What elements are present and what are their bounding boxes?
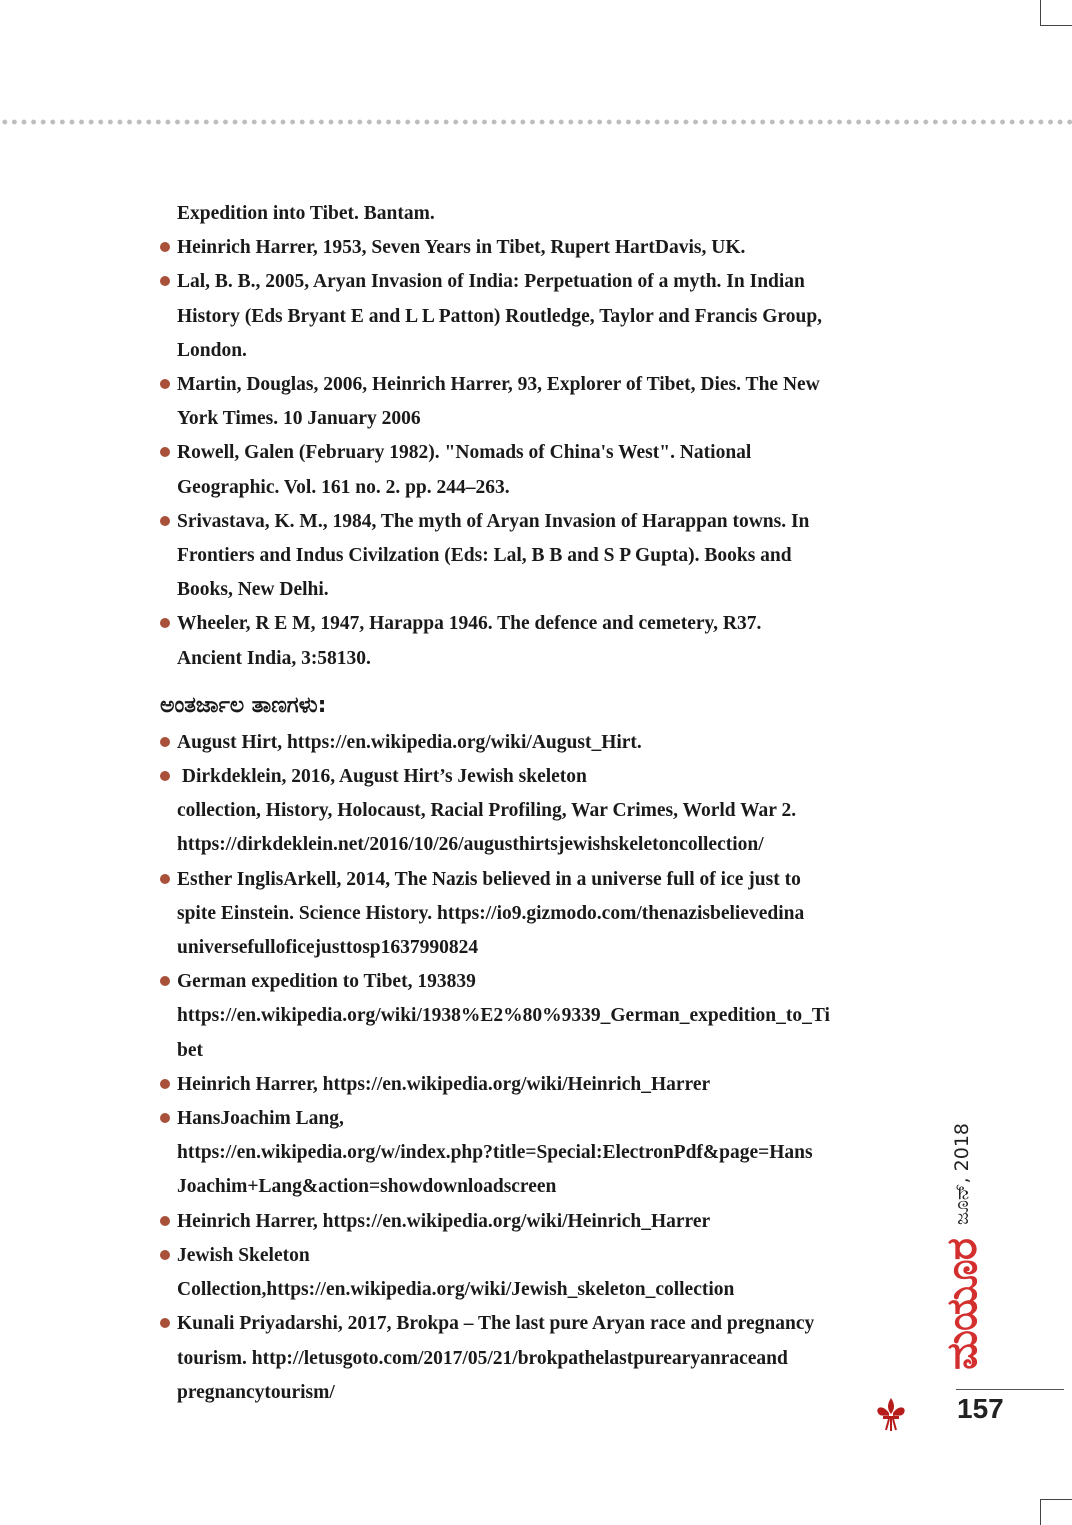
reference-text: https://en.wikipedia.org/w/index.php?title=Special:ElectronPdf&page=Hans: [177, 1142, 813, 1164]
bullet-icon: [160, 1216, 170, 1226]
web-references-heading: ಅಂತರ್ಜಾಲ ತಾಣಗಳು:: [160, 692, 327, 718]
reference-text: Books, New Delhi.: [177, 579, 329, 601]
reference-line: [160, 1342, 920, 1376]
reference-line: [160, 539, 920, 573]
bullet-icon: [160, 447, 170, 457]
reference-line: [160, 368, 920, 402]
issue-date: ಜೂನ್, 2018: [951, 1123, 973, 1226]
reference-line: [160, 300, 920, 334]
reference-line: [160, 1376, 920, 1410]
reference-text: Srivastava, K. M., 1984, The myth of Aryan Invasion of Harappan towns. In: [177, 510, 810, 532]
reference-line: [160, 231, 920, 265]
web-references: [160, 726, 920, 1410]
bullet-icon: [160, 618, 170, 628]
reference-line: [160, 1102, 920, 1136]
reference-line: [160, 607, 920, 641]
reference-line: [160, 999, 920, 1033]
magazine-title: ಮಯೂರ: [937, 1239, 986, 1370]
reference-text: Joachim+Lang&action=showdownloadscreen: [177, 1176, 557, 1198]
bullet-icon: [160, 771, 170, 781]
reference-text: collection, History, Holocaust, Racial Profiling, War Crimes, World War 2.: [177, 800, 797, 822]
reference-text: Jewish Skeleton: [177, 1244, 310, 1266]
reference-text: Ancient India, 3:58130.: [177, 647, 371, 669]
bullet-icon: [160, 516, 170, 526]
reference-text: York Times. 10 January 2006: [177, 408, 421, 430]
reference-text: Lal, B. B., 2005, Aryan Invasion of India: Perpetuation of a myth. In Indian: [177, 271, 805, 293]
reference-text: spite Einstein. Science History. https://io9.gizmodo.com/thenazisbelievedina: [177, 902, 805, 924]
reference-line: [160, 760, 920, 794]
crop-mark-top-right: [1040, 0, 1041, 26]
crop-mark-bottom-right-h: [1040, 1499, 1072, 1500]
reference-text: Heinrich Harrer, 1953, Seven Years in Tibet, Rupert HartDavis, UK.: [177, 237, 746, 259]
references-list: [160, 197, 920, 1410]
dotted-header-rule: [0, 118, 1072, 126]
reference-line: [160, 1205, 920, 1239]
reference-line: [160, 1170, 920, 1204]
reference-text: Esther InglisArkell, 2014, The Nazis believed in a universe full of ice just to: [177, 868, 801, 890]
bullet-icon: [160, 1318, 170, 1328]
reference-text: pregnancytourism/: [177, 1381, 335, 1403]
reference-text: London.: [177, 339, 247, 361]
reference-line: [160, 931, 920, 965]
reference-text: German expedition to Tibet, 193839: [177, 971, 476, 993]
running-footer: [934, 1120, 990, 1370]
references-continued: [160, 197, 920, 676]
bullet-icon: [160, 874, 170, 884]
reference-line: [160, 794, 920, 828]
reference-line: [160, 1239, 920, 1273]
reference-line: [160, 1273, 920, 1307]
reference-text: https://dirkdeklein.net/2016/10/26/augusthirtsjewishskeletoncollection/: [177, 834, 764, 856]
reference-text: universefulloficejusttosp1637990824: [177, 937, 479, 959]
reference-text: Dirkdeklein, 2016, August Hirt’s Jewish skeleton: [177, 766, 587, 788]
reference-text: August Hirt, https://en.wikipedia.org/wiki/August_Hirt.: [177, 731, 642, 753]
reference-line: [160, 1307, 920, 1341]
reference-line: [160, 1136, 920, 1170]
page-number-rule: [956, 1389, 1064, 1390]
reference-line: [160, 471, 920, 505]
fleur-de-lis-icon: [874, 1396, 908, 1432]
reference-line: [160, 726, 920, 760]
reference-text: Geographic. Vol. 161 no. 2. pp. 244–263.: [177, 476, 510, 498]
reference-line: [160, 965, 920, 999]
reference-line: [160, 1034, 920, 1068]
bullet-icon: [160, 737, 170, 747]
reference-text: https://en.wikipedia.org/wiki/1938%E2%80%9339_German_expedition_to_Ti: [177, 1005, 830, 1027]
crop-mark-top-right-h: [1040, 25, 1072, 26]
reference-text: History (Eds Bryant E and L L Patton) Routledge, Taylor and Francis Group,: [177, 305, 823, 327]
bullet-icon: [160, 1113, 170, 1123]
reference-line: [160, 828, 920, 862]
reference-text: Wheeler, R E M, 1947, Harappa 1946. The defence and cemetery, R37.: [177, 613, 762, 635]
reference-text: Heinrich Harrer, https://en.wikipedia.org/wiki/Heinrich_Harrer: [177, 1210, 711, 1232]
bullet-icon: [160, 1079, 170, 1089]
reference-text: Martin, Douglas, 2006, Heinrich Harrer, 93, Explorer of Tibet, Dies. The New: [177, 374, 820, 396]
bullet-icon: [160, 276, 170, 286]
crop-mark-bottom-right: [1040, 1499, 1041, 1525]
reference-line: [160, 642, 920, 676]
reference-line: [160, 265, 920, 299]
reference-line: [160, 436, 920, 470]
reference-text: tourism. http://letusgoto.com/2017/05/21/brokpathelastpurearyanraceand: [177, 1347, 788, 1369]
bullet-icon: [160, 1250, 170, 1260]
reference-line: [160, 505, 920, 539]
reference-text: Collection,https://en.wikipedia.org/wiki/Jewish_skeleton_collection: [177, 1279, 735, 1301]
reference-line: [160, 897, 920, 931]
reference-line: [160, 1068, 920, 1102]
reference-line: [160, 402, 920, 436]
bullet-icon: [160, 976, 170, 986]
reference-text: Heinrich Harrer, https://en.wikipedia.org/wiki/Heinrich_Harrer: [177, 1073, 711, 1095]
reference-text: Kunali Priyadarshi, 2017, Brokpa – The last pure Aryan race and pregnancy: [177, 1313, 815, 1335]
reference-line: [160, 573, 920, 607]
reference-text: Expedition into Tibet. Bantam.: [177, 203, 435, 224]
reference-line: [160, 334, 920, 368]
bullet-icon: [160, 242, 170, 252]
reference-line: [160, 197, 920, 231]
reference-text: HansJoachim Lang,: [177, 1108, 344, 1130]
reference-text: Rowell, Galen (February 1982). "Nomads of China's West". National: [177, 442, 752, 464]
bullet-icon: [160, 379, 170, 389]
reference-text: Frontiers and Indus Civilzation (Eds: Lal, B B and S P Gupta). Books and: [177, 545, 792, 567]
reference-line: [160, 863, 920, 897]
page-number: 157: [957, 1393, 1004, 1424]
reference-text: bet: [177, 1039, 203, 1061]
